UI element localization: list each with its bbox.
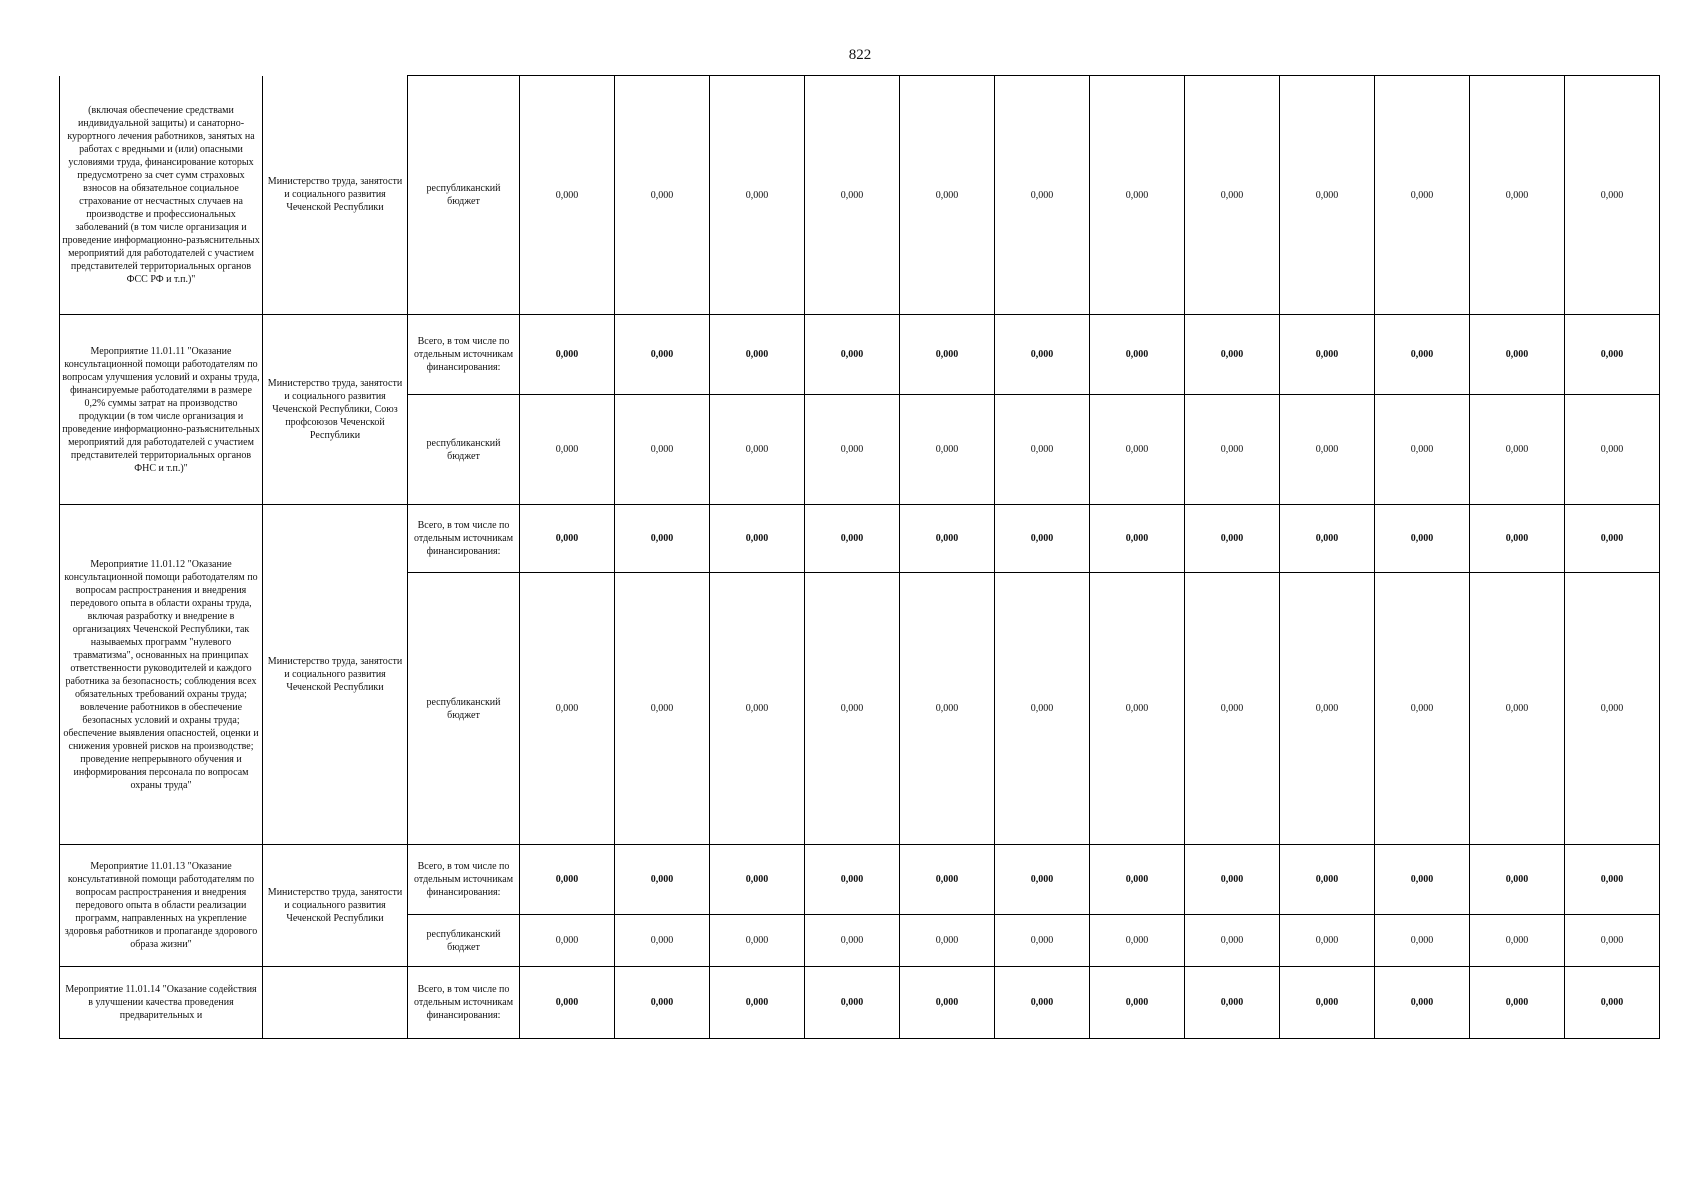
funding-value: 0,000: [1375, 573, 1470, 845]
funding-value: 0,000: [900, 845, 995, 915]
funding-value: 0,000: [1565, 845, 1660, 915]
funding-value: 0,000: [1185, 845, 1280, 915]
event-description: Мероприятие 11.01.12 "Оказание консультационной помощи работодателям по вопросам распространения и внедрения передового опыта в области охраны труда, включая разработку и внедрение в организациях Чеченской Республики, так называемых программ "нулевого травматизма", основанных на принципах ответственности руководителей и каждого работника за безопасность; соблюдения всех обязательных требований охраны труда; вовлечение работников в обеспечение безопасных условий и охраны труда; обеспечение выявления опасностей, оценки и снижения уровней рисков на производстве; проведение непрерывного обучения и информирования персонала по вопросам охраны труда": [60, 505, 263, 845]
funding-value: 0,000: [995, 505, 1090, 573]
funding-value: 0,000: [615, 395, 710, 505]
funding-source: республиканский бюджет: [408, 573, 520, 845]
funding-value: 0,000: [1185, 315, 1280, 395]
funding-value: 0,000: [710, 573, 805, 845]
funding-value: 0,000: [1565, 573, 1660, 845]
funding-value: 0,000: [615, 76, 710, 315]
funding-value: 0,000: [615, 315, 710, 395]
financing-table-body: [60, 76, 1660, 1039]
funding-value: 0,000: [1565, 315, 1660, 395]
funding-value: 0,000: [900, 967, 995, 1039]
total-row: [60, 845, 1660, 915]
funding-value: 0,000: [805, 76, 900, 315]
funding-value: 0,000: [1090, 573, 1185, 845]
funding-value: 0,000: [710, 845, 805, 915]
funding-value: 0,000: [520, 76, 615, 315]
total-row: [60, 315, 1660, 395]
funding-source: Всего, в том числе по отдельным источникам финансирования:: [408, 845, 520, 915]
event-description: Мероприятие 11.01.14 "Оказание содействия в улучшении качества проведения предварительных и: [60, 967, 263, 1039]
funding-value: 0,000: [1280, 573, 1375, 845]
funding-source: республиканский бюджет: [408, 76, 520, 315]
funding-value: 0,000: [1565, 395, 1660, 505]
event-description: Мероприятие 11.01.13 "Оказание консультативной помощи работодателям по вопросам распространения и внедрения передового опыта в области реализации программ, направленных на укрепление здоровья работников и пропаганде здорового образа жизни": [60, 845, 263, 967]
funding-value: 0,000: [520, 395, 615, 505]
budget-row: [60, 76, 1660, 315]
funding-value: 0,000: [1470, 395, 1565, 505]
funding-value: 0,000: [900, 915, 995, 967]
funding-value: 0,000: [615, 573, 710, 845]
funding-value: 0,000: [900, 505, 995, 573]
funding-value: 0,000: [900, 573, 995, 845]
funding-value: 0,000: [1470, 845, 1565, 915]
funding-value: 0,000: [1470, 315, 1565, 395]
funding-value: 0,000: [1185, 395, 1280, 505]
funding-value: 0,000: [1565, 915, 1660, 967]
funding-value: 0,000: [615, 845, 710, 915]
funding-value: 0,000: [805, 315, 900, 395]
funding-value: 0,000: [1375, 395, 1470, 505]
funding-value: 0,000: [520, 967, 615, 1039]
funding-value: 0,000: [1375, 845, 1470, 915]
responsible-organization: Министерство труда, занятости и социального развития Чеченской Республики: [263, 505, 408, 845]
funding-value: 0,000: [995, 315, 1090, 395]
funding-value: 0,000: [1280, 845, 1375, 915]
funding-value: 0,000: [900, 395, 995, 505]
funding-value: 0,000: [1470, 505, 1565, 573]
funding-value: 0,000: [1185, 573, 1280, 845]
responsible-organization: Министерство труда, занятости и социального развития Чеченской Республики: [263, 845, 408, 967]
financing-table: [59, 75, 1660, 1039]
funding-value: 0,000: [1090, 505, 1185, 573]
funding-value: 0,000: [520, 505, 615, 573]
funding-value: 0,000: [1185, 76, 1280, 315]
responsible-organization: [263, 967, 408, 1039]
funding-value: 0,000: [1090, 315, 1185, 395]
funding-value: 0,000: [1375, 505, 1470, 573]
funding-value: 0,000: [805, 395, 900, 505]
funding-value: 0,000: [1375, 76, 1470, 315]
funding-source: Всего, в том числе по отдельным источникам финансирования:: [408, 505, 520, 573]
funding-value: 0,000: [805, 845, 900, 915]
funding-value: 0,000: [1280, 505, 1375, 573]
total-row: [60, 967, 1660, 1039]
funding-value: 0,000: [995, 967, 1090, 1039]
responsible-organization: Министерство труда, занятости и социального развития Чеченской Республики, Союз профсоюзов Чеченской Республики: [263, 315, 408, 505]
funding-value: 0,000: [805, 573, 900, 845]
funding-value: 0,000: [1470, 573, 1565, 845]
funding-value: 0,000: [805, 967, 900, 1039]
page-number: 822: [848, 47, 872, 63]
funding-value: 0,000: [1280, 395, 1375, 505]
total-row: [60, 505, 1660, 573]
funding-source: Всего, в том числе по отдельным источникам финансирования:: [408, 315, 520, 395]
funding-value: 0,000: [1090, 915, 1185, 967]
funding-source: Всего, в том числе по отдельным источникам финансирования:: [408, 967, 520, 1039]
funding-value: 0,000: [1090, 395, 1185, 505]
funding-value: 0,000: [520, 845, 615, 915]
funding-value: 0,000: [1375, 915, 1470, 967]
funding-value: 0,000: [995, 395, 1090, 505]
funding-value: 0,000: [805, 915, 900, 967]
funding-value: 0,000: [1375, 967, 1470, 1039]
funding-source: республиканский бюджет: [408, 395, 520, 505]
funding-value: 0,000: [1565, 967, 1660, 1039]
funding-value: 0,000: [520, 915, 615, 967]
funding-value: 0,000: [1280, 76, 1375, 315]
funding-value: 0,000: [1375, 315, 1470, 395]
event-description: (включая обеспечение средствами индивидуальной защиты) и санаторно-курортного лечения работников, занятых на работах с вредными и (или) опасными условиями труда, финансирование которых предусмотрено за счет сумм страховых взносов на обязательное социальное страхование от несчастных случаев на производстве и профессиональных заболеваний (в том числе организация и проведение информационно-разъяснительных мероприятий для работодателей с участием представителей территориальных органов ФСС РФ и т.п.)": [60, 76, 263, 315]
funding-value: 0,000: [520, 315, 615, 395]
event-description: Мероприятие 11.01.11 "Оказание консультационной помощи работодателям по вопросам улучшения условий и охраны труда, финансируемые работодателями в размере 0,2% суммы затрат на производство продукции (в том числе организация и проведение информационно-разъяснительных мероприятий для работодателей с участием представителей территориальных органов ФНС и т.п.)": [60, 315, 263, 505]
funding-value: 0,000: [520, 573, 615, 845]
funding-value: 0,000: [1090, 967, 1185, 1039]
funding-value: 0,000: [1090, 76, 1185, 315]
funding-value: 0,000: [1470, 915, 1565, 967]
funding-value: 0,000: [1470, 967, 1565, 1039]
funding-value: 0,000: [710, 505, 805, 573]
funding-value: 0,000: [710, 315, 805, 395]
funding-value: 0,000: [995, 915, 1090, 967]
funding-value: 0,000: [710, 76, 805, 315]
funding-value: 0,000: [995, 76, 1090, 315]
funding-value: 0,000: [995, 845, 1090, 915]
funding-source: республиканский бюджет: [408, 915, 520, 967]
funding-value: 0,000: [1280, 967, 1375, 1039]
funding-value: 0,000: [1565, 76, 1660, 315]
funding-value: 0,000: [1185, 505, 1280, 573]
funding-value: 0,000: [805, 505, 900, 573]
funding-value: 0,000: [710, 395, 805, 505]
funding-value: 0,000: [615, 967, 710, 1039]
funding-value: 0,000: [1185, 967, 1280, 1039]
funding-value: 0,000: [900, 76, 995, 315]
responsible-organization: Министерство труда, занятости и социального развития Чеченской Республики: [263, 76, 408, 315]
funding-value: 0,000: [995, 573, 1090, 845]
funding-value: 0,000: [1090, 845, 1185, 915]
funding-value: 0,000: [1470, 76, 1565, 315]
funding-value: 0,000: [900, 315, 995, 395]
funding-value: 0,000: [1185, 915, 1280, 967]
funding-value: 0,000: [1280, 315, 1375, 395]
funding-value: 0,000: [1280, 915, 1375, 967]
funding-value: 0,000: [1565, 505, 1660, 573]
funding-value: 0,000: [615, 505, 710, 573]
funding-value: 0,000: [710, 915, 805, 967]
funding-value: 0,000: [615, 915, 710, 967]
funding-value: 0,000: [710, 967, 805, 1039]
